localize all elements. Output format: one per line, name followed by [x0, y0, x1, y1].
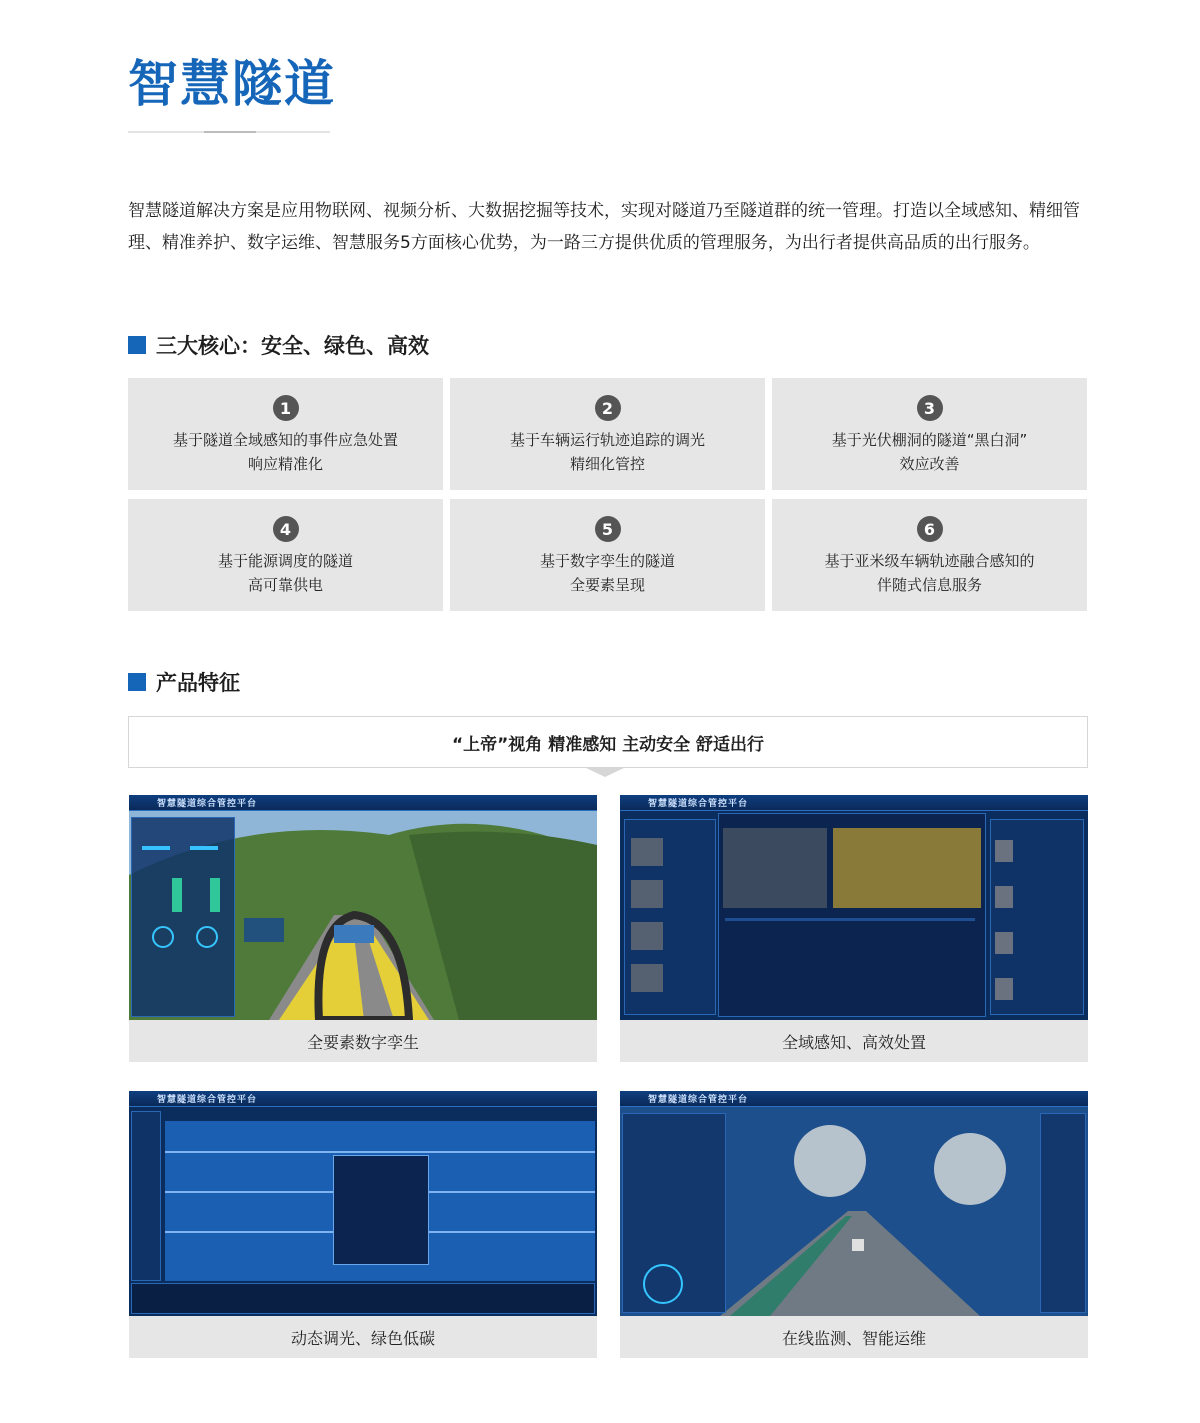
screenshot-caption: 全域感知、高效处置 — [620, 1020, 1088, 1062]
core-card — [450, 499, 765, 611]
app-brand: 智慧隧道综合管控平台 — [648, 1095, 749, 1105]
core-text: 伴随式信息服务 — [876, 576, 982, 594]
intro-paragraph: 智慧隧道解决方案是应用物联网、视频分析、大数据挖掘等技术，实现对隧道乃至隧道群的统一管理。打造以全域感知、精细管理、精准养护、数字运维、智慧服务5方面核心优势，为一路三方提供优质的管理服务，为出行者提供高品质的出行服务。 — [128, 201, 1080, 253]
screenshot-card — [129, 795, 597, 1062]
section-marker-icon — [128, 673, 146, 691]
screenshot-perception — [620, 795, 1088, 1020]
app-topbar — [620, 795, 1088, 811]
tagline-pointer — [584, 767, 626, 777]
charts-strip — [131, 1283, 595, 1314]
page-title: 智慧隧道 — [128, 55, 336, 113]
core-text: 基于亚米级车辆轨迹融合感知的 — [824, 552, 1035, 570]
number-badge: 6 — [917, 516, 943, 542]
core-text: 响应精准化 — [247, 455, 323, 473]
device-list-panel — [1040, 1113, 1086, 1313]
app-brand: 智慧隧道综合管控平台 — [157, 1095, 258, 1105]
core-text: 效应改善 — [899, 455, 960, 473]
number-badge: 2 — [595, 395, 621, 421]
core-text: 基于隧道全域感知的事件应急处置 — [172, 431, 398, 449]
event-list-panel — [624, 819, 716, 1015]
core-text: 精细化管控 — [569, 455, 645, 473]
nav-side-panel — [131, 1111, 161, 1281]
core-text: 基于光伏棚洞的隧道“黑白洞” — [831, 431, 1028, 449]
app-topbar — [129, 1091, 597, 1107]
core-card — [128, 378, 443, 490]
screenshot-monitoring — [620, 1091, 1088, 1316]
tagline-box: “上帝”视角 精准感知 主动安全 舒适出行 — [128, 716, 1088, 768]
screenshot-card — [620, 1091, 1088, 1358]
section-title-core: 三大核心：安全、绿色、高效 — [156, 334, 429, 358]
screenshot-card — [620, 795, 1088, 1062]
title-divider — [128, 131, 330, 133]
core-card — [450, 378, 765, 490]
core-text: 全要素呈现 — [569, 576, 645, 594]
monitor-left-panel — [622, 1113, 726, 1313]
section-heading-features — [128, 667, 240, 697]
screenshot-lighting — [129, 1091, 597, 1316]
section-marker-icon — [128, 336, 146, 354]
core-text: 基于能源调度的隧道 — [217, 552, 353, 570]
core-text: 基于车辆运行轨迹追踪的调光 — [509, 431, 705, 449]
core-grid — [128, 378, 1088, 611]
core-card — [128, 499, 443, 611]
screenshot-caption: 动态调光、绿色低碳 — [129, 1316, 597, 1358]
app-topbar — [129, 795, 597, 811]
number-badge: 4 — [273, 516, 299, 542]
core-text: 高可靠供电 — [247, 576, 323, 594]
core-card — [772, 378, 1087, 490]
section-heading-core — [128, 330, 429, 360]
screenshot-digital-twin — [129, 795, 597, 1020]
app-brand: 智慧隧道综合管控平台 — [157, 799, 258, 809]
tunnel-lane-map — [165, 1121, 595, 1281]
video-detail-modal — [718, 813, 986, 1017]
number-badge: 1 — [273, 395, 299, 421]
app-brand: 智慧隧道综合管控平台 — [648, 799, 749, 809]
screenshot-card — [129, 1091, 597, 1358]
core-text: 基于数字孪生的隧道 — [539, 552, 675, 570]
screenshot-caption: 全要素数字孪生 — [129, 1020, 597, 1062]
app-topbar — [620, 1091, 1088, 1107]
number-badge: 3 — [917, 395, 943, 421]
stats-side-panel — [131, 817, 235, 1017]
screenshot-caption: 在线监测、智能运维 — [620, 1316, 1088, 1358]
number-badge: 5 — [595, 516, 621, 542]
camera-list-panel — [990, 819, 1084, 1015]
section-title-features: 产品特征 — [156, 671, 240, 695]
core-card — [772, 499, 1087, 611]
